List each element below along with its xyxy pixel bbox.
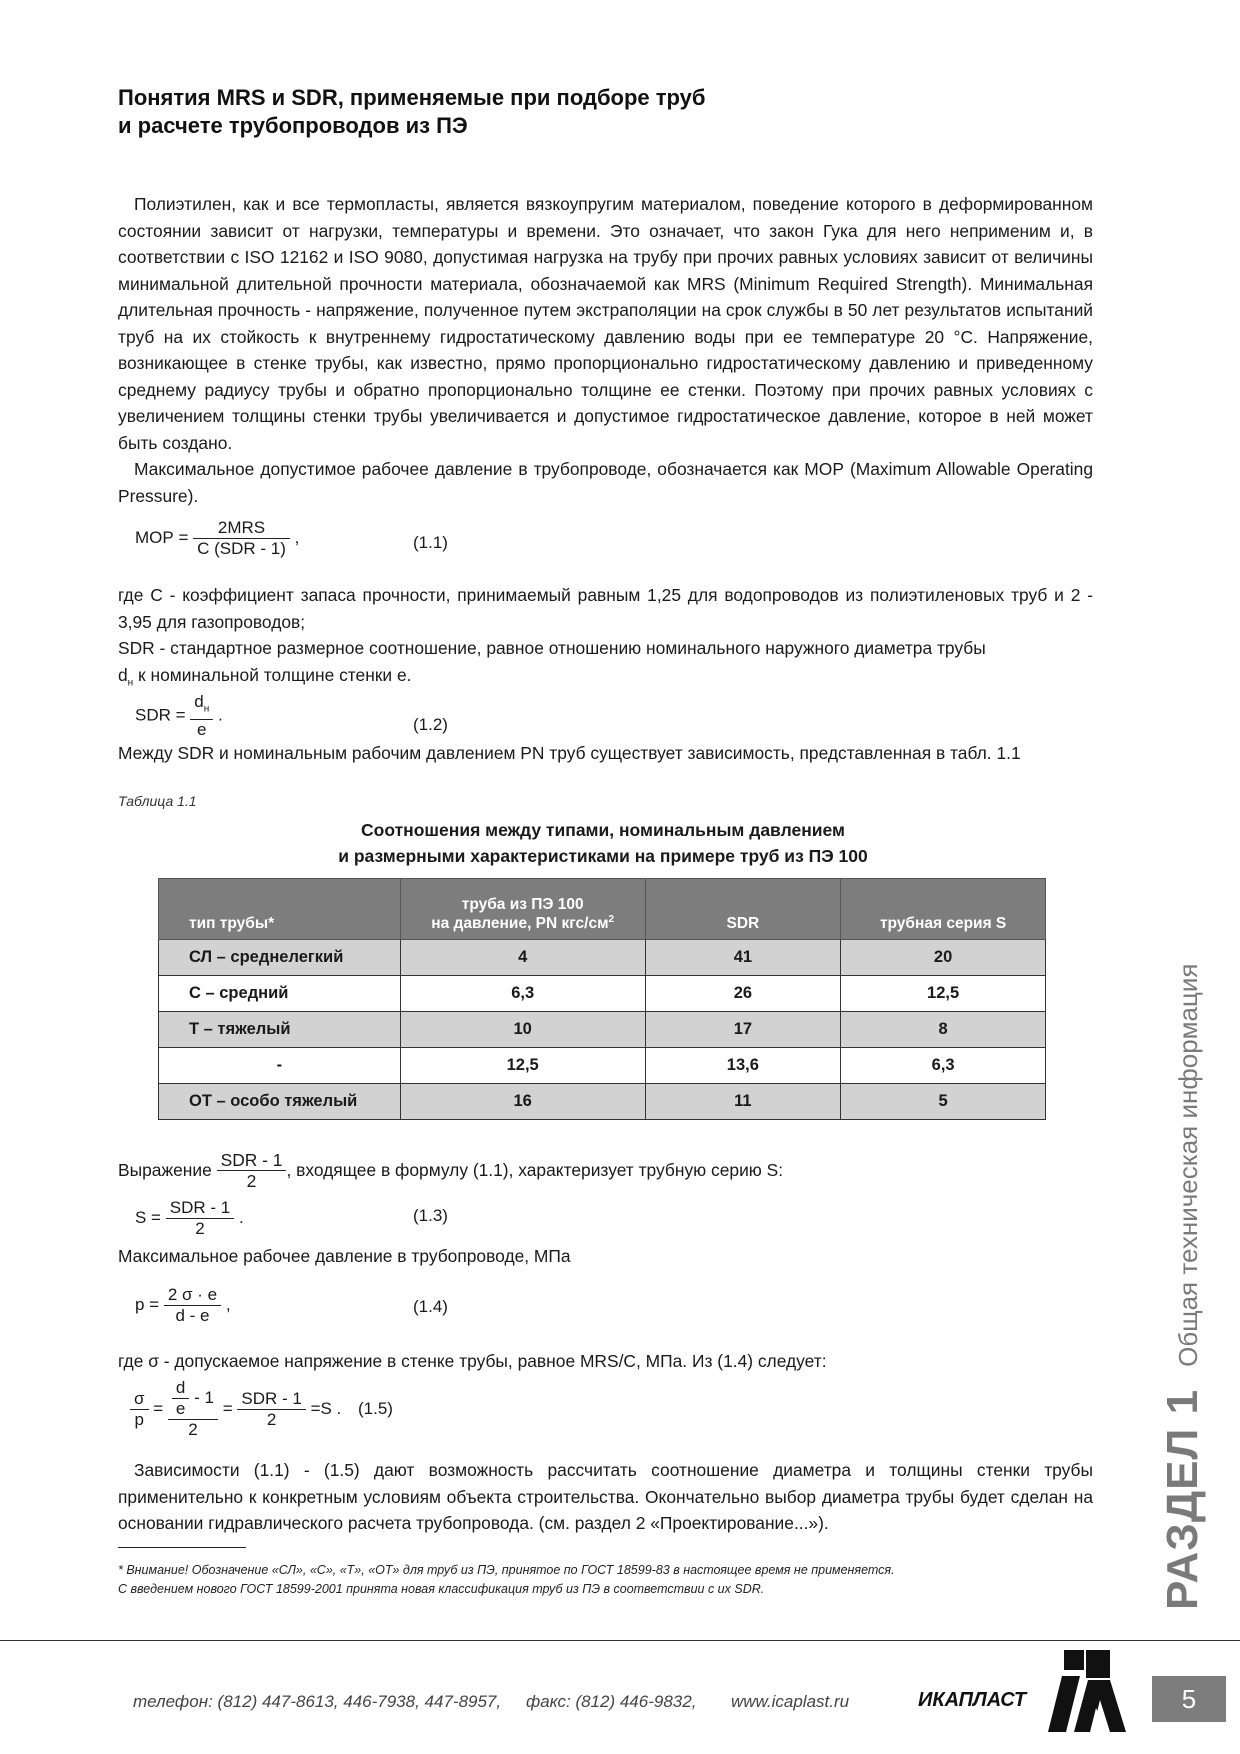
equals-sign-2: = — [222, 1399, 233, 1418]
paragraph-4b-text: к номинальной толщине стенки е. — [138, 664, 412, 685]
formula-number-1-3: (1.3) — [413, 1206, 448, 1225]
formula-tail: =S . — [310, 1399, 342, 1418]
paragraph-7: Максимальное рабочее давление в трубопроводе, МПа — [118, 1246, 571, 1266]
table-title-line-2: и размерными характеристиками на примере труб из ПЭ 100 — [338, 846, 868, 866]
denominator: 2 — [168, 1419, 218, 1440]
denominator: 2 — [217, 1170, 287, 1191]
denominator: е — [190, 719, 213, 740]
paragraph-6-pre: Выражение — [118, 1160, 212, 1180]
paragraph-4b — [118, 662, 1093, 697]
paragraph-8: где σ - допускаемое напряжение в стенке трубы, равное MRS/C, МПа. Из (1.4) следует: — [118, 1351, 827, 1371]
paragraph-6 — [118, 1150, 783, 1191]
header-pressure-line-1: труба из ПЭ 100 — [461, 895, 584, 913]
formula-number-1-4: (1.4) — [413, 1297, 448, 1316]
table-row — [159, 1084, 1046, 1120]
formula-tail: . — [218, 705, 223, 725]
table-title-line-1: Соотношения между типами, номинальным давлением — [361, 820, 845, 840]
formula-1-3 — [135, 1198, 244, 1239]
fraction — [190, 692, 213, 740]
cell-type: С – средний — [159, 976, 401, 1012]
formula-number-1-1: (1.1) — [413, 533, 448, 552]
formula-1-4 — [135, 1285, 231, 1326]
paragraph-6-post: , входящее в формулу (1.1), характеризует трубную серию S: — [286, 1160, 784, 1180]
cell-series: 8 — [841, 1012, 1046, 1048]
intro-text — [118, 191, 1093, 509]
numerator: SDR - 1 — [220, 1150, 283, 1170]
cell-pn: 16 — [400, 1084, 645, 1120]
formula-lhs: SDR = — [135, 705, 186, 725]
denominator: С (SDR - 1) — [193, 538, 290, 559]
section-side-label — [1158, 910, 1208, 1610]
expression-fraction — [217, 1150, 287, 1191]
cell-pn: 10 — [400, 1012, 645, 1048]
cell-series: 12,5 — [841, 976, 1046, 1012]
inner-numerator: d — [175, 1378, 186, 1397]
fraction-sdr — [237, 1389, 305, 1430]
pipe-table — [158, 878, 1046, 1120]
fraction — [193, 518, 290, 559]
fraction-d-e — [168, 1378, 218, 1440]
cell-series: 20 — [841, 940, 1046, 976]
numerator — [190, 692, 213, 719]
var-d-subscript: н — [127, 676, 134, 688]
fraction-sigma-p — [130, 1389, 149, 1430]
formula-number-1-5: (1.5) — [358, 1399, 393, 1418]
footnote-divider — [118, 1547, 246, 1548]
title-line-1: Понятия MRS и SDR, применяемые при подборе труб — [118, 85, 706, 110]
footer-fax: факс: (812) 446-9832, — [526, 1692, 697, 1711]
header-pressure-text: на давление, PN кгс/см — [431, 915, 609, 932]
formula-lhs: S = — [135, 1207, 161, 1227]
cell-type: ОТ – особо тяжелый — [159, 1084, 401, 1120]
numerator: 2 σ · e — [167, 1285, 218, 1304]
table-caption: Таблица 1.1 — [118, 793, 197, 809]
footer-website: www.icaplast.ru — [731, 1692, 850, 1711]
header-sdr: SDR — [645, 879, 841, 940]
cell-series: 6,3 — [841, 1048, 1046, 1084]
definitions-text — [118, 582, 1093, 696]
table-title — [158, 817, 1048, 869]
cell-sdr: 17 — [645, 1012, 841, 1048]
numerator: SDR - 1 — [241, 1388, 302, 1408]
formula-lhs: p = — [135, 1294, 160, 1314]
page-number: 5 — [1152, 1676, 1226, 1722]
footnote-line-2: С введением нового ГОСТ 18599-2001 принята новая классификация труб из ПЭ в соответствии с их SDR. — [118, 1582, 765, 1596]
numerator: σ — [134, 1388, 145, 1408]
brand-name: ИКАПЛАСТ — [918, 1689, 1027, 1711]
header-series: трубная серия S — [841, 879, 1046, 940]
formula-1-2 — [135, 692, 223, 740]
table-row — [159, 1048, 1046, 1084]
cell-sdr: 13,6 — [645, 1048, 841, 1084]
cell-sdr: 41 — [645, 940, 841, 976]
cell-sdr: 11 — [645, 1084, 841, 1120]
numerator — [168, 1378, 218, 1419]
minus-one: - 1 — [194, 1387, 214, 1407]
title-line-2: и расчете трубопроводов из ПЭ — [118, 113, 468, 138]
fraction — [166, 1198, 234, 1239]
formula-tail: . — [238, 1207, 244, 1227]
num-subscript: н — [203, 703, 210, 715]
formula-tail: , — [225, 1294, 231, 1314]
paragraph-3: где С - коэффициент запаса прочности, принимаемый равным 1,25 для водопроводов из полиэтиленовых труб и 2 - 3,95 для газопроводов; — [118, 585, 1093, 632]
formula-1-5 — [130, 1378, 393, 1440]
footnote — [118, 1561, 1078, 1599]
table-row — [159, 1012, 1046, 1048]
footer-divider — [0, 1640, 1240, 1641]
numerator: 2MRS — [217, 518, 266, 537]
cell-pn: 12,5 — [400, 1048, 645, 1084]
paragraph-9: Зависимости (1.1) - (1.5) дают возможность рассчитать соотношение диаметра и толщины стенки трубы применительно к конкретным условиям объекта строительства. Окончательно выбор диаметра трубы будет сделан на основании гидравлического расчета трубопровода. (см. раздел 2 «Проектирование...»). — [118, 1460, 1093, 1533]
numerator: SDR - 1 — [169, 1198, 231, 1217]
footer-phone: телефон: (812) 447-8613, 446-7938, 447-8957, — [133, 1692, 502, 1711]
paragraph-5: Между SDR и номинальным рабочим давлением PN труб существует зависимость, представленная в табл. 1.1 — [118, 743, 1021, 763]
footnote-line-1: * Внимание! Обозначение «СЛ», «С», «Т», «ОТ» для труб из ПЭ, принятое по ГОСТ 18599-83 в настоящее время не применяется. — [118, 1563, 895, 1577]
cell-sdr: 26 — [645, 976, 841, 1012]
formula-lhs: МОР = — [135, 527, 189, 547]
denominator: 2 — [166, 1218, 234, 1239]
paragraph-4a: SDR - стандартное размерное соотношение, равное отношению номинального наружного диаметра трубы — [118, 638, 986, 658]
denominator: p — [130, 1409, 149, 1430]
cell-type: СЛ – среднелегкий — [159, 940, 401, 976]
header-pressure-sup: 2 — [608, 913, 615, 925]
header-pipe-type: тип трубы* — [159, 879, 401, 940]
inner-denominator: e — [172, 1398, 189, 1419]
paragraph-1: Полиэтилен, как и все термопласты, является вязкоупругим материалом, поведение которого в деформированном состоянии зависит от нагрузки, температуры и времени. Это означает, что закон Гука для него неприменим и, в соответствии с ISO 12162 и ISO 9080, допустимая нагрузка на трубу при прочих равных условиях зависит от величины минимальной длительной прочности материала, обозначаемой как MRS (Minimum Required Strength). Минимальная длительная прочность - напряжение, полученное путем экстраполяции на срок службы в 50 лет результатов испытаний труб на их стойкость к внутреннему гидростатическому давлению воды при ее температуре 20 °С. Напряжение, возникающее в стенке трубы, как известно, прямо пропорционально гидростатическому давлению и приведенному среднему радиусу трубы и обратно пропорционально толщине ее стенки. Поэтому при прочих равных условиях с увеличением толщины стенки трубы увеличивается и допустимое гидростатическое давление, которое в ней может быть создано. — [118, 194, 1093, 453]
formula-number-1-2: (1.2) — [413, 715, 448, 734]
fraction — [164, 1285, 221, 1326]
section-subtitle: Общая техническая информация — [1173, 963, 1203, 1367]
denominator: d - e — [164, 1305, 221, 1326]
section-number: РАЗДЕЛ 1 — [1158, 1388, 1207, 1610]
var-d: d — [118, 664, 128, 685]
cell-pn: 6,3 — [400, 976, 645, 1012]
table-row — [159, 976, 1046, 1012]
table-row — [159, 940, 1046, 976]
paragraph-2: Максимальное допустимое рабочее давление в трубопроводе, обозначается как МОР (Maximum Allowable Operating Pressure). — [118, 459, 1093, 506]
header-pressure-line-2 — [407, 914, 639, 933]
equals-sign: = — [153, 1399, 164, 1418]
table-header-row — [159, 879, 1046, 940]
formula-1-1 — [135, 518, 299, 559]
cell-type: - — [159, 1048, 401, 1084]
page-title — [118, 84, 1018, 140]
num-d: d — [194, 692, 204, 711]
cell-pn: 4 — [400, 940, 645, 976]
formula-tail: , — [294, 527, 300, 547]
denominator: 2 — [237, 1409, 305, 1430]
icaplast-logo-icon — [1040, 1650, 1132, 1737]
cell-series: 5 — [841, 1084, 1046, 1120]
inner-fraction — [172, 1378, 189, 1419]
cell-type: Т – тяжелый — [159, 1012, 401, 1048]
header-pressure — [400, 879, 645, 940]
